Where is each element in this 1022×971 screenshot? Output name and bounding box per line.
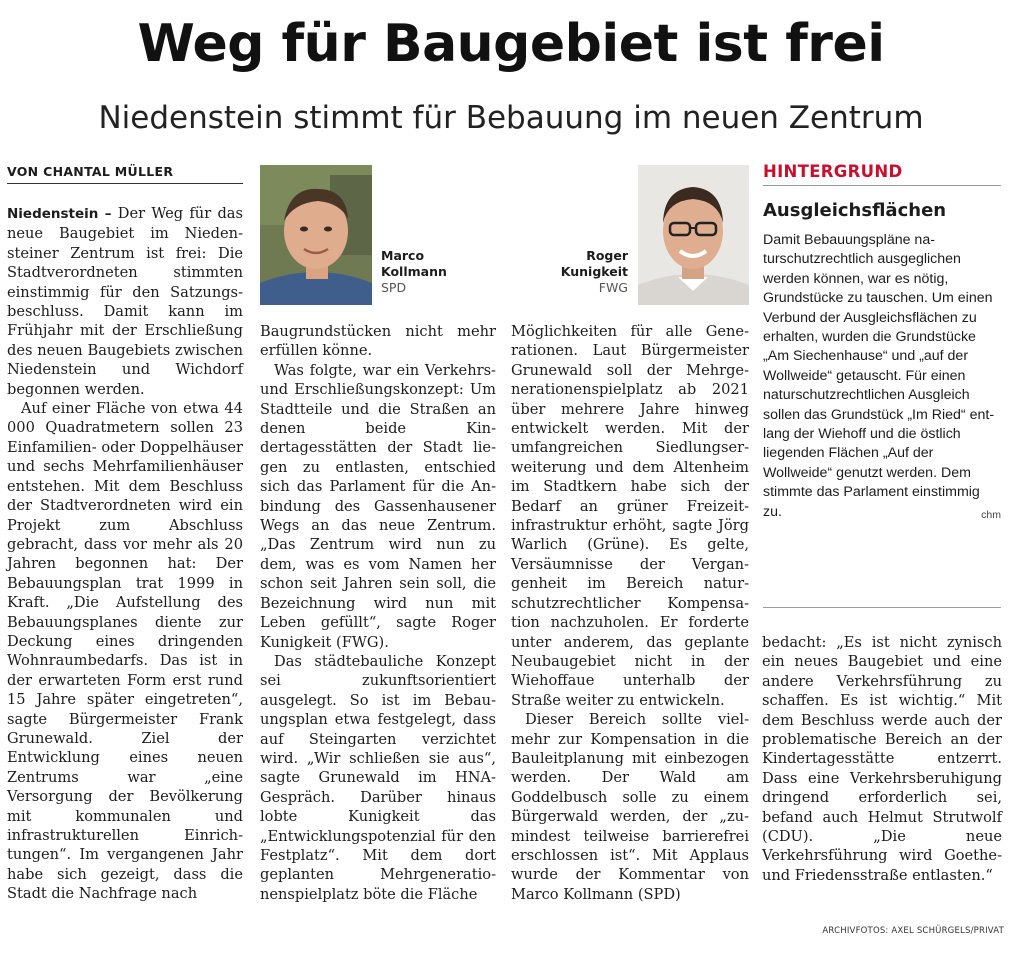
headline: Weg für Baugebiet ist frei (137, 14, 885, 74)
article-paragraph: bedacht: „Es ist nicht zynisch ein neues Baugebiet und eine andere Verkehrsführung zu schaffen. Es ist wichtig.“ Mit dem Beschluss werde auch der problematische Bereich an der Kindertagesstätte entzerrt. Dass eine Verkehrsberuhigung dringend erforderlich sei, befand auch Helmut Strutwolf (CDU). „Die neue Verkehrsführung wird Goethe- und Friedensstraße entlasten.“ (762, 634, 1002, 884)
caption-party: SPD (381, 280, 407, 295)
article-column-2 (260, 322, 496, 904)
infobox-title: Ausgleichsflächen (763, 200, 947, 221)
article-paragraph: Auf einer Fläche von etwa 44 000 Quadratmetern sollen 23 Einfamilien- oder Doppelhäuser und sechs Mehrfamilienhäuser entstehen. Mit dem Beschluss der Stadtverordneten wird ein Projekt zum Abschluss gebracht, dass vor mehr als 20 Jahren begonnen hat: Der Bebauungsplan trat 1999 in Kraft. „Die Aufstellung des Bebauungsplanes diente zur Deckung eines dringenden Wohnraumbedarfs. Das ist in der erwarteten Form erst rund 15 Jahre später eingetreten“, sagte Bürgermeister Frank Grunewald. Ziel der Entwicklung eines neuen Zentrums war „eine Versorgung der Bevölkerung mit kommunalen und infrastrukturellen Einrichtungen“. Im vergangenen Jahr habe sich gezeigt, dass die Stadt die Nachfrage nach (7, 400, 243, 903)
infobox-body: Damit Bebauungspläne naturschutzrechtlich ausgeglichen werden können, war es nötig, Grundstücke zu tauschen. Um einen Verbund der Ausgleichsflächen zu erhalten, wurden die Grundstücke „Am Siechenhause“ und „auf der Wollweide“ getauscht. Für einen naturschutzrechtlichen Ausgleich sollen das Grundstück „Im Ried“ entlang der Wiehoff und die östlich liegenden Flächen „Auf der Wollweide“ genutzt werden. Dem stimmte das Parlament einstimmig zu. (763, 232, 995, 520)
article-column-3 (511, 322, 749, 904)
background-infobox (763, 162, 1001, 525)
article-text: Der Weg für das neue Baugebiet im Niedensteiner Zentrum ist frei: Die Stadtverordneten stimmten einstimmig für den Satzungsbeschluss. Damit kann im Frühjahr mit der Erschließung des neuen Baugebiets zwischen Niedenstein und Wichdorf begonnen werden. (7, 205, 243, 398)
article-column-1 (7, 204, 243, 904)
article-paragraph: Dieser Bereich sollte vielmehr zur Kompensation in die Bauleitplanung mit einbezogen werden. Der Wald am Goddelbusch solle zu einem Bürgerwald werden, der „zumindest teilweise barrierefrei erschlossen ist“. Mit Applaus wurde der Kommentar von Marco Kollmann (SPD) (511, 711, 749, 903)
article-paragraph: Baugrundstücken nicht mehr erfüllen könne. (260, 323, 496, 360)
caption-surname: Kunigkeit (560, 264, 628, 279)
portrait-photo-kollmann (260, 165, 372, 305)
infobox-divider (763, 607, 1001, 608)
photo-credit: ARCHIVFOTOS: AXEL SCHÜRGELS/PRIVAT (822, 926, 1004, 936)
caption-firstname: Marco (381, 248, 425, 263)
article-paragraph: Möglichkeiten für alle Generationen. Laut Bürgermeister Grunewald soll der Mehrgenerationenspielplatz ab 2021 über mehrere Jahre hinweg entwickelt werden. Mit der umfangreichen Siedlungserweiterung und dem Altenheim im Stadtkern habe sich der Bedarf an grüner Freizeitinfrastruktur erhöht, sagte Jörg Warlich (Grüne). Es gelte, Versäumnisse der Vergangenheit im Bereich naturschutzrechtlicher Kompensation nachzuholen. Er forderte unter anderem, das geplante Neubaugebiet nicht in der Wiehoffaue unterhalb der Straße weiter zu entwickeln. (511, 323, 749, 709)
portrait-photo-kunigkeit (638, 165, 749, 305)
infobox-text (763, 231, 1001, 522)
photo-caption-kunigkeit (520, 248, 628, 296)
article-paragraph: Das städtebauliche Konzept sei zukunftsorientiert ausgelegt. So ist im Bebauungsplan etwa festgelegt, dass auf Steingarten verzichtet wird. „Wir schließen sie aus“, sagte Grunewald im HNA-Gespräch. Darüber hinaus lobte Kunigkeit das „Entwicklungspotenzial für den Festplatz“. Mit dem dort geplanten Mehrgenerationenspielplatz böte die Fläche (260, 652, 496, 903)
caption-surname: Kollmann (381, 264, 447, 279)
article-paragraph: Was folgte, war ein Verkehrs- und Erschließungskonzept: Um Stadtteile und die Straßen an denen beide Kindertagesstätten der Stadt liegen zu entlasten, entschied sich das Parlament für die Anbindung des Gassenhausener Wegs an das neue Zentrum. „Das Zentrum wird nun zu dem, was es vom Namen her schon seit Jahren sein soll, die Bezeichnung wird nun mit Leben gefüllt“, sagte Roger Kunigkeit (FWG). (260, 361, 496, 651)
portrait-image (638, 165, 749, 305)
caption-party: FWG (598, 280, 628, 295)
article-paragraph (7, 204, 243, 399)
portrait-image (260, 165, 372, 305)
dateline: Niedenstein – (7, 206, 112, 222)
byline: VON CHANTAL MÜLLER (7, 164, 243, 184)
infobox-author: chm (981, 508, 1001, 521)
article-column-4 (762, 633, 1002, 885)
infobox-kicker: HINTERGRUND (763, 162, 1001, 186)
caption-firstname: Roger (586, 248, 628, 263)
subheadline: Niedenstein stimmt für Bebauung im neuen Zentrum (98, 100, 924, 136)
photo-caption-kollmann (381, 248, 491, 296)
